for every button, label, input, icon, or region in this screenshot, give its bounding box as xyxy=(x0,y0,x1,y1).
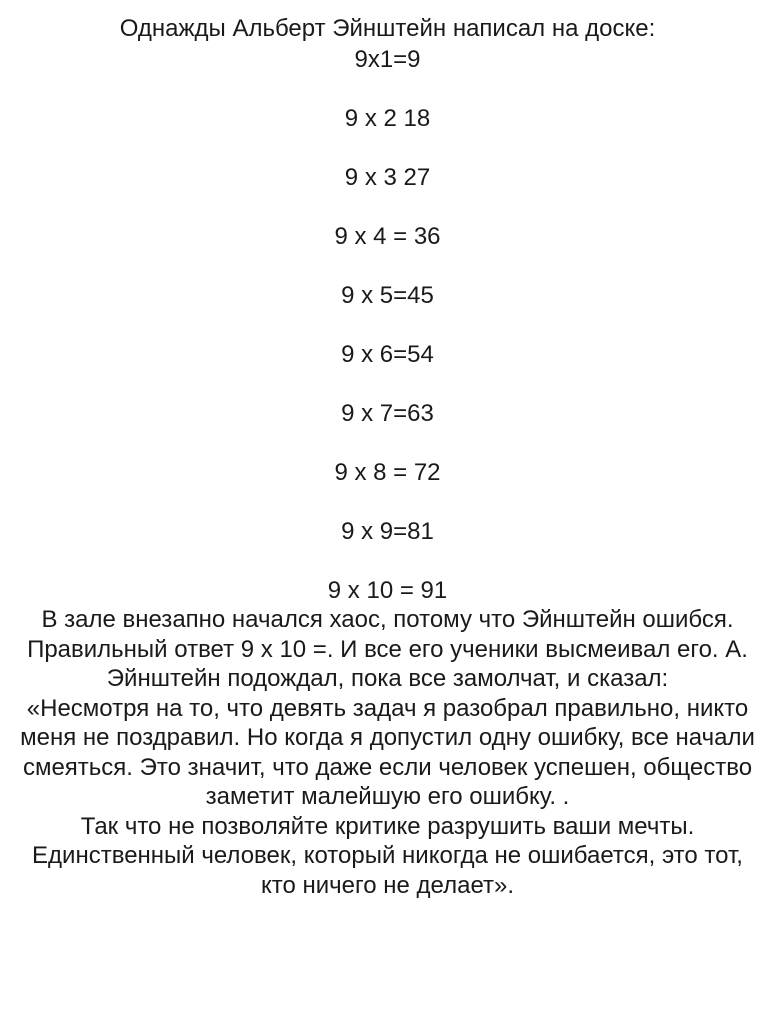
page-title: Однажды Альберт Эйнштейн написал на доске: xyxy=(119,15,656,42)
equation-line: 9 x 9=81 xyxy=(341,518,434,545)
equation-line: 9 x 6=54 xyxy=(341,341,434,368)
equation-line: 9 x 2 18 xyxy=(344,105,431,132)
equation-line: 9 x 4 = 36 xyxy=(334,223,441,250)
equation-line: 9 x 5=45 xyxy=(341,282,434,309)
equation-line: 9 x 7=63 xyxy=(341,400,434,427)
equation-line: 9 x 8 = 72 xyxy=(334,459,441,486)
equation-line: 9 x 3 27 xyxy=(344,164,431,191)
story-quote: «Несмотря на то, что девять задач я разобрал правильно, никто меня не поздравил. Но когда я допустил одну ошибку, все начали смеяться. Это значит, что даже если человек успешен, общество заметит малейшую его ошибку. . xyxy=(20,694,755,810)
story-paragraph-moral: Так что не позволяйте критике разрушить ваши мечты. Единственный человек, который никогда не ошибается, это тот, кто ничего не делает». xyxy=(32,812,743,899)
story-paragraph-chaos: В зале внезапно начался хаос, потому что Эйнштейн ошибся. Правильный ответ 9 х 10 =. И все его ученики высмеивал его. А. Эйнштейн подождал, пока все замолчат, и сказал: xyxy=(27,606,748,692)
equation-line: 9 x 10 = 91 xyxy=(327,577,448,604)
story-text xyxy=(20,605,755,900)
equation-line: 9x1=9 xyxy=(354,46,421,73)
